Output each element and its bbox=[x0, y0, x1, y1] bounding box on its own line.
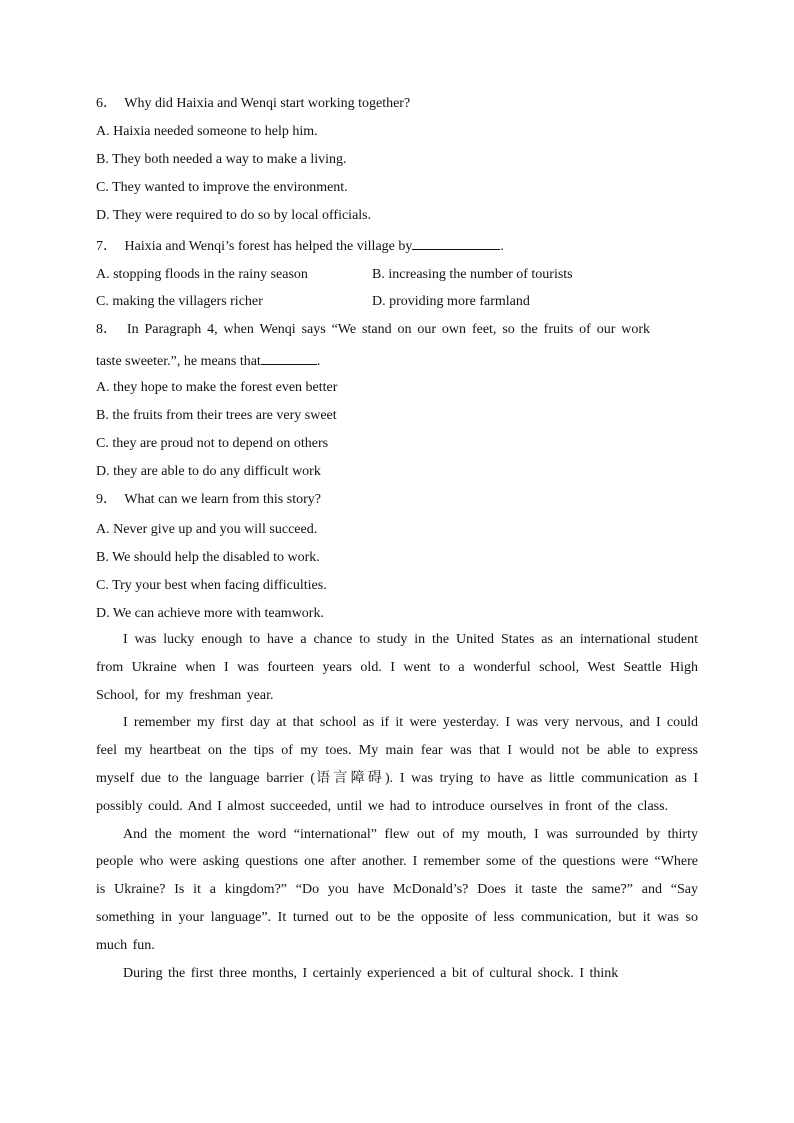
option-9c: C. Try your best when facing difficulties. bbox=[96, 578, 327, 593]
answer-blank bbox=[261, 350, 317, 365]
question-text-end: . bbox=[316, 354, 321, 369]
option-7a: A. stopping floods in the rainy season bbox=[96, 267, 308, 282]
option-9d: D. We can achieve more with teamwork. bbox=[96, 606, 324, 621]
option-7b: B. increasing the number of tourists bbox=[372, 267, 573, 282]
option-6b: B. They both needed a way to make a living. bbox=[96, 152, 347, 167]
passage-paragraph-4: During the first three months, I certainly experienced a bit of cultural shock. I think bbox=[123, 965, 619, 981]
question-6 bbox=[96, 94, 698, 114]
options-row-7cd bbox=[96, 292, 698, 312]
reading-passage bbox=[96, 626, 698, 987]
option-6c: C. They wanted to improve the environment. bbox=[96, 180, 348, 195]
question-8-line-1 bbox=[96, 320, 698, 340]
question-text: In Paragraph 4, when Wenqi says “We stand on our own feet, so the fruits of our work bbox=[126, 322, 651, 337]
paragraph-text: I remember my first day at that school as if it were yesterday. I was very nervous, and I could feel my heartbeat on the tips of my toes. My main fear was that I would not be able to express myself due to the language barrier ( bbox=[96, 715, 698, 786]
option-8b: B. the fruits from their trees are very sweet bbox=[96, 408, 337, 423]
question-9 bbox=[96, 490, 698, 510]
paragraph-text: ). I was trying to have as little communication as I possibly could. And I almost succeeded, until we had to introduce ourselves in front of the class. bbox=[96, 770, 699, 814]
question-text: Haixia and Wenqi’s forest has helped the village by bbox=[124, 239, 413, 254]
option-8c: C. they are proud not to depend on others bbox=[96, 436, 329, 451]
question-text: taste sweeter.”, he means that bbox=[96, 354, 261, 369]
option-9a: A. Never give up and you will succeed. bbox=[96, 522, 318, 537]
question-text: Why did Haixia and Wenqi start working together? bbox=[124, 96, 411, 111]
question-text-end: . bbox=[500, 239, 504, 254]
question-7 bbox=[96, 235, 698, 255]
question-number: 8． bbox=[96, 322, 117, 337]
option-8a: A. they hope to make the forest even better bbox=[96, 380, 338, 395]
option-9b: B. We should help the disabled to work. bbox=[96, 550, 320, 565]
option-6a: A. Haixia needed someone to help him. bbox=[96, 124, 318, 139]
document-page bbox=[96, 94, 698, 987]
option-6d: D. They were required to do so by local officials. bbox=[96, 208, 372, 223]
answer-blank bbox=[412, 235, 500, 250]
passage-paragraph-1: I was lucky enough to have a chance to study in the United States as an international student from Ukraine when I was fourteen years old. I went to a wonderful school, West Seattle High School, for my freshman year. bbox=[96, 632, 698, 703]
question-text: What can we learn from this story? bbox=[124, 492, 321, 507]
options-row-7ab bbox=[96, 265, 698, 285]
option-7d: D. providing more farmland bbox=[372, 294, 530, 309]
question-number: 9． bbox=[96, 492, 117, 507]
question-number: 7． bbox=[96, 239, 117, 254]
passage-paragraph-2 bbox=[96, 709, 698, 820]
chinese-gloss: 语言障碍 bbox=[314, 769, 385, 786]
option-8d: D. they are able to do any difficult work bbox=[96, 464, 321, 479]
question-8-line-2 bbox=[96, 350, 698, 370]
passage-paragraph-3: And the moment the word “international” flew out of my mouth, I was surrounded by thirty people who were asking questions one after another. I remember some of the questions were “Where is Ukraine? Is it a kingdom?” “Do you have McDonald’s? Does it taste the same?” and “Say something in your language”. It turned out to be the opposite of less communication, but it was so much fun. bbox=[96, 826, 698, 953]
question-number: 6． bbox=[96, 96, 117, 111]
option-7c: C. making the villagers richer bbox=[96, 294, 263, 309]
